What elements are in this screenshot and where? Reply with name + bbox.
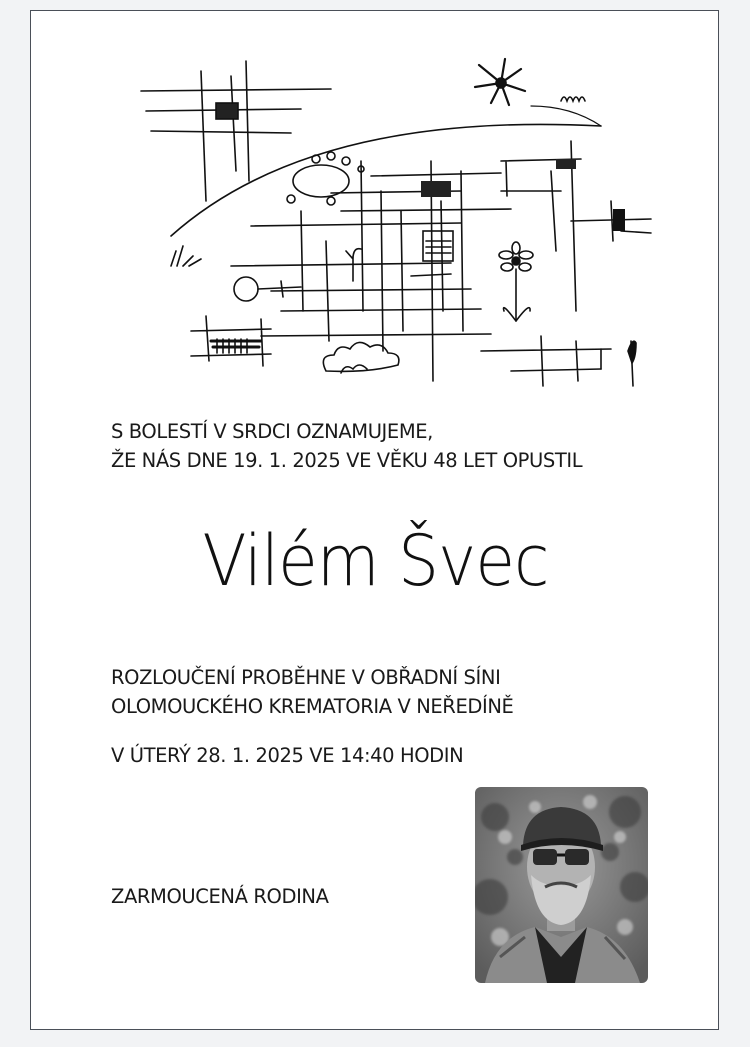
farewell-line-1: ROZLOUČENÍ PROBĚHNE V OBŘADNÍ SÍNI [111,666,501,689]
announcement-line-1: S BOLESTÍ V SRDCI OZNAMUJEME, [111,420,433,443]
signature: ZARMOUCENÁ RODINA [111,885,329,908]
farewell-datetime: V ÚTERÝ 28. 1. 2025 VE 14:40 HODIN [111,744,464,767]
farewell-line-2: OLOMOUCKÉHO KREMATORIA V NEŘEDÍNĚ [111,695,514,718]
obituary-card [30,10,719,1030]
announcement-line-2: ŽE NÁS DNE 19. 1. 2025 VE VĚKU 48 LET OPUSTIL [111,449,583,472]
deceased-name: Vilém Švec [202,520,549,602]
decorative-sketch-illustration [131,51,661,401]
portrait-photo [475,787,648,983]
